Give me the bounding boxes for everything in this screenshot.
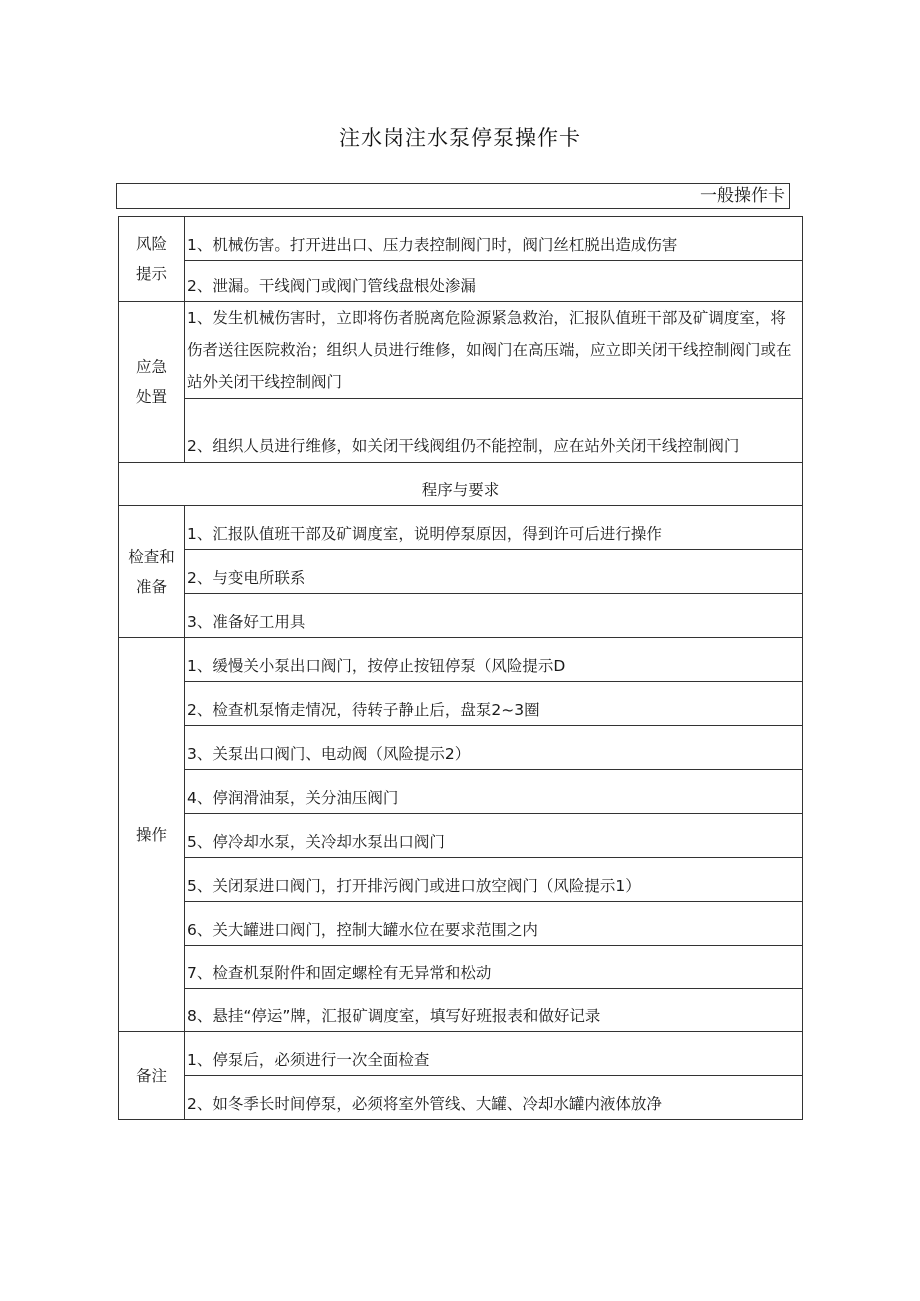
operation-step: 5、关闭泵进口阀门，打开排污阀门或进口放空阀门（风险提示1） <box>185 858 803 902</box>
check-item: 2、与变电所联系 <box>185 550 803 594</box>
operation-step: 1、缓慢关小泵出口阀门，按停止按钮停泵（风险提示D <box>185 638 803 682</box>
notes-item: 2、如冬季长时间停泵，必须将室外管线、大罐、冷却水罐内液体放净 <box>185 1076 803 1120</box>
emergency-item: 2、组织人员进行维修，如关闭干线阀组仍不能控制，应在站外关闭干线控制阀门 <box>185 399 803 463</box>
operation-step: 8、悬挂“停运”牌，汇报矿调度室，填写好班报表和做好记录 <box>185 989 803 1032</box>
page-title: 注水岗注水泵停泵操作卡 <box>339 126 581 150</box>
notes-item: 1、停泵后，必须进行一次全面检查 <box>185 1032 803 1076</box>
card-type-label: 一般操作卡 <box>116 183 790 209</box>
operation-card-table <box>118 216 803 1120</box>
operation-label: 操作 <box>119 638 185 1032</box>
risk-item: 1、机械伤害。打开进出口、压力表控制阀门时，阀门丝杠脱出造成伤害 <box>185 217 803 261</box>
check-label: 检查和 准备 <box>119 506 185 638</box>
emergency-item: 1、发生机械伤害时，立即将伤者脱离危险源紧急救治，汇报队值班干部及矿调度室，将伤者送往医院救治；组织人员进行维修，如阀门在高压端，应立即关闭干线控制阀门或在站外关闭干线控制阀门 <box>185 302 803 399</box>
operation-step: 2、检查机泵惰走情况，待转子静止后，盘泵2~3圈 <box>185 682 803 726</box>
procedure-header: 程序与要求 <box>119 463 803 506</box>
operation-step: 6、关大罐进口阀门，控制大罐水位在要求范围之内 <box>185 902 803 946</box>
notes-label: 备注 <box>119 1032 185 1120</box>
operation-step: 7、检查机泵附件和固定螺栓有无异常和松动 <box>185 946 803 989</box>
check-item: 1、汇报队值班干部及矿调度室，说明停泵原因，得到许可后进行操作 <box>185 506 803 550</box>
operation-step: 4、停润滑油泵，关分油压阀门 <box>185 770 803 814</box>
risk-label: 风险 提示 <box>119 217 185 302</box>
operation-step: 3、关泵出口阀门、电动阀（风险提示2） <box>185 726 803 770</box>
operation-step: 5、停冷却水泵，关冷却水泵出口阀门 <box>185 814 803 858</box>
check-item: 3、准备好工用具 <box>185 594 803 638</box>
emergency-label: 应急 处置 <box>119 302 185 463</box>
risk-item: 2、泄漏。干线阀门或阀门管线盘根处渗漏 <box>185 261 803 302</box>
